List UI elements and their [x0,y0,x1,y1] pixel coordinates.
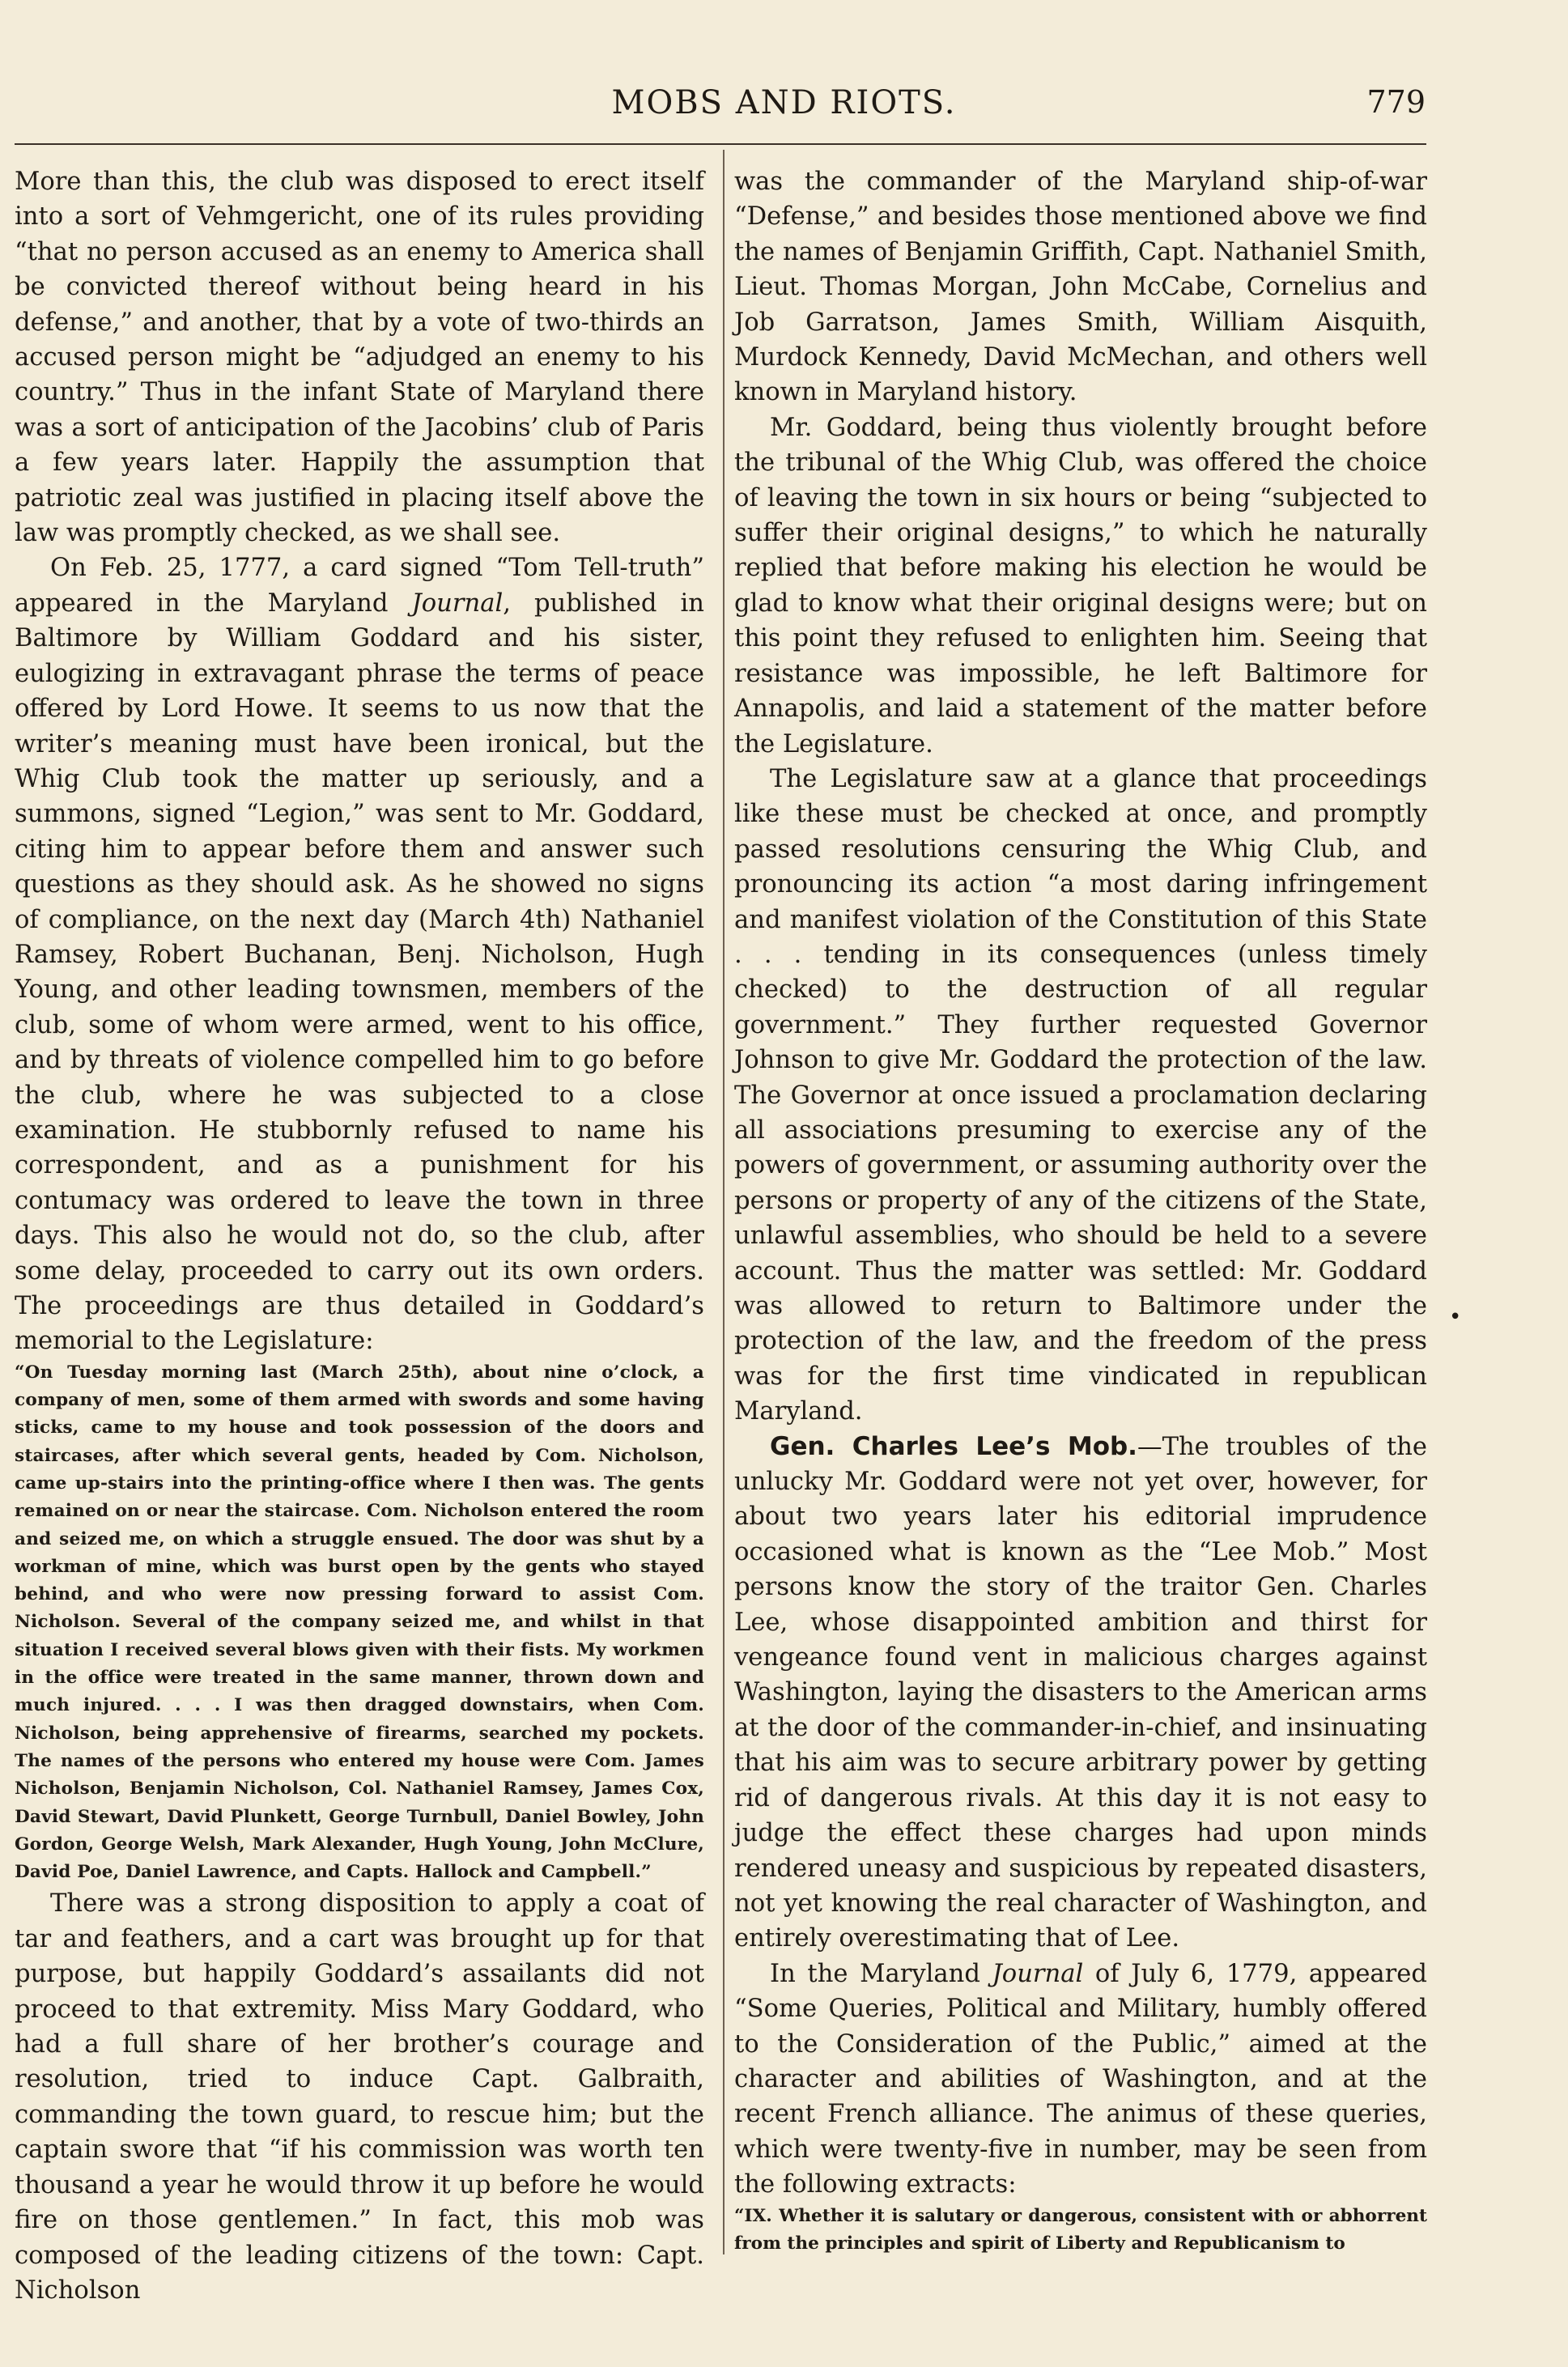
journal-title: Journal [992,1959,1084,1988]
paragraph: More than this, the club was disposed to erect itself into a sort of Vehmgericht, one of its rules providing “that no person accused as an enemy to America shall be convicted thereof without being heard in his defense,” and another, that by a vote of two-thirds an accused person might be “adjudged an enemy to his country.” Thus in the infant State of Maryland there was a sort of anticipation of the Jacobins’ club of Paris a few years later. Happily the assumption that patriotic zeal was justified in placing itself above the law was promptly checked, as we shall see. [15,168,704,548]
paragraph: Mr. Goddard, being thus violently brought before the tribunal of the Whig Club, was offered the choice of leaving the town in six hours or being “subjected to suffer their original designs,” to which he naturally replied that before making his election he would be glad to know what their original designs were; but on this point they refused to enlighten him. Seeing that resistance was impossible, he left Baltimore for Annapolis, and laid a statement of the matter before the Legislature. [734,413,1427,759]
paragraph: The Legislature saw at a glance that proceedings like these must be checked at once, and promptly passed resolutions censuring the Whig Club, and pronouncing its action “a most daring infringement and manifest violation of the Constitution of this State . . . tending in its consequences (unless timely checked) to the destruction of all regular government.” They further requested Governor Johnson to give Mr. Goddard the protection of the law. The Governor at once issued a proclamation declaring all associations presuming to exercise any of the powers of government, or assuming authority over the persons or property of any of the citizens of the State, unlawful assemblies, who should be held to a severe account. Thus the matter was settled: Mr. Goddard was allowed to return to Baltimore under the protection of the law, and the freedom of the press was for the first time vindicated in republican Maryland. [734,764,1427,1426]
right-column [734,164,1427,2258]
running-title: MOBS AND RIOTS. [611,84,957,121]
journal-title: Journal [411,589,504,618]
paragraph: In the Maryland Journal of July 6, 1779, appeared “Some Queries, Political and Military, humbly offered to the Consideration of the Public,” aimed at the character and abilities of Washington, and at the recent French alliance. The animus of these queries, which were twenty-five in number, may be seen from the following extracts: [734,1959,1427,2199]
header-rule [15,143,1426,145]
paragraph: was the commander of the Maryland ship-of-war “Defense,” and besides those mentioned above we find the names of Benjamin Griffith, Capt. Nathaniel Smith, Lieut. Thomas Morgan, John McCabe, Cornelius and Job Garratson, James Smith, William Aisquith, Murdock Kennedy, David McMechan, and others well known in Maryland history. [734,168,1427,407]
block-quote: “IX. Whether it is salutary or dangerous, consistent with or abhorrent from the principles and spirit of Liberty and Republicanism to [734,2205,1427,2254]
block-quote: “On Tuesday morning last (March 25th), about nine o’clock, a company of men, some of them armed with swords and some having sticks, came to my house and took possession of the doors and staircases, after which several gents, headed by Com. Nicholson, came up-stairs into the printing-office where I then was. The gents remained on or near the staircase. Com. Nicholson entered the room and seized me, on which a struggle ensued. The door was shut by a workman of mine, which was burst open by the gents who stayed behind, and who were now pressing forward to assist Com. Nicholson. Several of the company seized me, and whilst in that situation I received several blows given with their fists. My workmen in the office were treated in the same manner, thrown down and much injured. . . . I was then dragged downstairs, when Com. Nicholson, being apprehensive of firearms, searched my pockets. The names of the persons who entered my house were Com. James Nicholson, Benjamin Nicholson, Col. Nathaniel Ramsey, James Cox, David Stewart, David Plunkett, George Turnbull, Daniel Bowley, John Gordon, George Welsh, Mark Alexander, Hugh Young, John McClure, David Poe, Daniel Lawrence, and Capts. Hallock and Campbell.” [15,1362,704,1883]
paragraph: There was a strong disposition to apply a coat of tar and feathers, and a cart was brought up for that purpose, but happily Goddard’s assailants did not proceed to that extremity. Miss Mary Goddard, who had a full share of her brother’s courage and resolution, tried to induce Capt. Galbraith, commanding the town guard, to rescue him; but the captain swore that “if his commission was worth ten thousand a year he would throw it up before he would fire on those gentlemen.” In fact, this mob was composed of the leading citizens of the town: Capt. Nicholson [15,1889,704,2305]
margin-mark: • [1449,1305,1462,1329]
running-header [0,74,1568,131]
left-column [15,164,704,2308]
paragraph: Gen. Charles Lee’s Mob.—The troubles of the unlucky Mr. Goddard were not yet over, however, for about two years later his editorial imprudence occasioned what is known as the “Lee Mob.” Most persons know the story of the traitor Gen. Charles Lee, whose disappointed ambition and thirst for vengeance found vent in malicious charges against Washington, laying the disasters to the American arms at the door of the commander-in-chief, and insinuating that his aim was to secure arbitrary power by getting rid of dangerous rivals. At this day it is not easy to judge the effect these charges had upon minds rendered uneasy and suspicious by repeated disasters, not yet knowing the real character of Washington, and entirely overestimating that of Lee. [734,1431,1428,1953]
page-number: 779 [1366,84,1426,120]
section-heading: Gen. Charles Lee’s Mob. [770,1431,1137,1461]
column-divider [723,150,725,2254]
paragraph: On Feb. 25, 1777, a card signed “Tom Tell-truth” appeared in the Maryland Journal, published in Baltimore by William Goddard and his sister, eulogizing in extravagant phrase the terms of peace offered by Lord Howe. It seems to us now that the writer’s meaning must have been ironical, but the Whig Club took the matter up seriously, and a summons, signed “Legion,” was sent to Mr. Goddard, citing him to appear before them and answer such questions as they should ask. As he showed no signs of compliance, on the next day (March 4th) Nathaniel Ramsey, Robert Buchanan, Benj. Nicholson, Hugh Young, and other leading townsmen, members of the club, some of whom were armed, went to his office, and by threats of violence compelled him to go before the club, where he was subjected to a close examination. He stubbornly refused to name his correspondent, and as a punishment for his contumacy was ordered to leave the town in three days. This also he would not do, so the club, after some delay, proceeded to carry out its own orders. The proceedings are thus detailed in Goddard’s memorial to the Legislature: [15,554,704,1356]
